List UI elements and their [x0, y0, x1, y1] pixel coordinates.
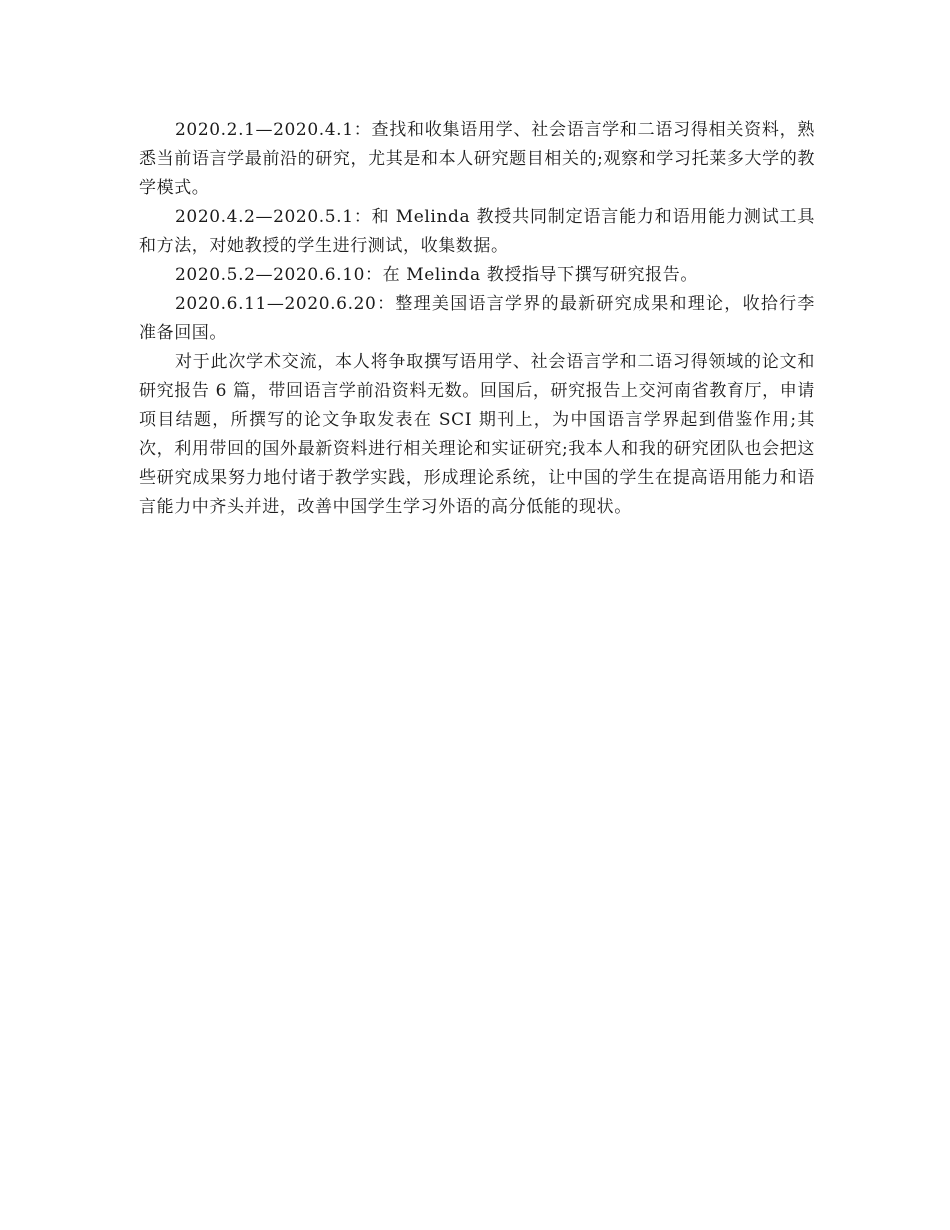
document-body — [139, 116, 815, 522]
schedule-paragraph-1: 2020.2.1—2020.4.1：查找和收集语用学、社会语言学和二语习得相关资料，熟悉当前语言学最前沿的研究，尤其是和本人研究题目相关的;观察和学习托莱多大学的教学模式。 — [139, 120, 815, 198]
schedule-paragraph-2: 2020.4.2—2020.5.1：和 Melinda 教授共同制定语言能力和语用能力测试工具和方法，对她教授的学生进行测试，收集数据。 — [139, 207, 815, 256]
schedule-paragraph-4: 2020.6.11—2020.6.20：整理美国语言学界的最新研究成果和理论，收拾行李准备回国。 — [139, 294, 815, 343]
outcomes-paragraph: 对于此次学术交流，本人将争取撰写语用学、社会语言学和二语习得领域的论文和研究报告 6 篇，带回语言学前沿资料无数。回国后，研究报告上交河南省教育厅，申请项目结题，所撰写的论文争取发表在 SCI 期刊上，为中国语言学界起到借鉴作用;其次，利用带回的国外最新资料进行相关理论和实证研究;我本人和我的研究团队也会把这些研究成果努力地付诸于教学实践，形成理论系统，让中国的学生在提高语用能力和语言能力中齐头并进，改善中国学生学习外语的高分低能的现状。 — [139, 352, 815, 517]
schedule-paragraph-3: 2020.5.2—2020.6.10：在 Melinda 教授指导下撰写研究报告。 — [175, 265, 698, 285]
